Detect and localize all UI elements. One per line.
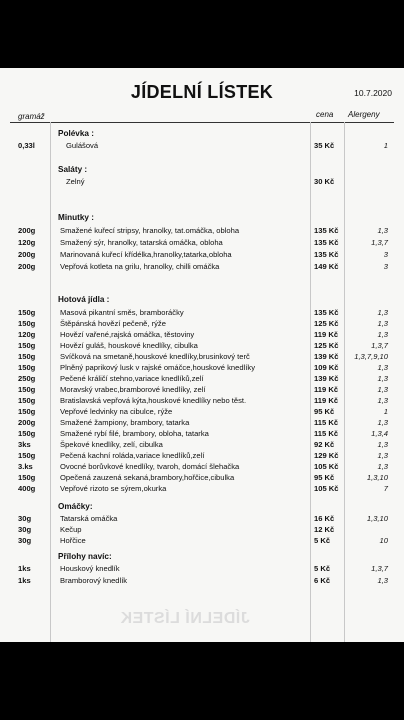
item-allergens: 1,3 xyxy=(377,308,388,317)
item-gramaz: 30g xyxy=(18,536,32,545)
item-price: 129 Kč xyxy=(314,451,339,460)
item-allergens: 1,3,7 xyxy=(371,341,388,350)
menu-item-row xyxy=(0,140,404,151)
bleed-through-text: JÍDELNÍ LÍSTEK xyxy=(120,610,250,627)
section-title: Přílohy navíc: xyxy=(58,552,112,561)
item-gramaz: 150g xyxy=(18,352,36,361)
item-name: Vepřová kotleta na grilu, hranolky, chilli omáčka xyxy=(60,262,220,271)
item-name: Opečená zauzená sekaná,brambory,hořčice,cibulka xyxy=(60,473,235,482)
item-price: 149 Kč xyxy=(314,262,339,271)
item-allergens: 3 xyxy=(383,262,388,271)
menu-item-row xyxy=(0,373,404,384)
item-gramaz: 200g xyxy=(18,418,36,427)
menu-item-row xyxy=(0,524,404,535)
section-heading xyxy=(0,551,404,562)
menu-item-row xyxy=(0,362,404,373)
item-gramaz: 1ks xyxy=(18,564,31,573)
item-name: Gulášová xyxy=(66,141,99,150)
item-name: Kečup xyxy=(60,525,82,534)
section-title: Hotová jídla : xyxy=(58,295,110,304)
item-name: Pečené králičí stehno,variace knedlíků,zelí xyxy=(60,374,204,383)
item-allergens: 3 xyxy=(383,250,388,259)
item-gramaz: 400g xyxy=(18,484,36,493)
item-price: 30 Kč xyxy=(314,177,335,186)
section-title: Saláty : xyxy=(58,165,88,174)
item-name: Ovocné borůvkové knedlíky, tvaroh, domácí šlehačka xyxy=(60,462,240,471)
menu-item-row xyxy=(0,237,404,248)
item-name: Bratislavská vepřová kýta,houskové knedlíky nebo těst. xyxy=(60,396,247,405)
item-gramaz: 30g xyxy=(18,514,32,523)
item-price: 105 Kč xyxy=(314,484,339,493)
item-allergens: 1,3 xyxy=(377,319,388,328)
item-price: 135 Kč xyxy=(314,226,339,235)
item-gramaz: 3.ks xyxy=(18,462,33,471)
item-gramaz: 150g xyxy=(18,385,36,394)
item-name: Moravský vrabec,bramborové knedlíky, zelí xyxy=(60,385,206,394)
item-allergens: 1,3 xyxy=(377,385,388,394)
menu-item-row xyxy=(0,176,404,187)
menu-item-row xyxy=(0,417,404,428)
column-header-cena: cena xyxy=(316,110,334,119)
item-name: Smažené rybí filé, brambory, obloha, tatarka xyxy=(60,429,209,438)
item-gramaz: 150g xyxy=(18,319,36,328)
item-allergens: 1,3 xyxy=(377,374,388,383)
item-allergens: 1,3,7,9,10 xyxy=(354,352,388,361)
menu-item-row xyxy=(0,575,404,586)
section-heading xyxy=(0,164,404,175)
menu-item-row xyxy=(0,395,404,406)
item-price: 135 Kč xyxy=(314,238,339,247)
item-allergens: 1,3 xyxy=(377,330,388,339)
menu-item-row xyxy=(0,249,404,260)
item-price: 95 Kč xyxy=(314,473,335,482)
item-name: Houskový knedlík xyxy=(60,564,120,573)
item-price: 139 Kč xyxy=(314,374,339,383)
item-gramaz: 200g xyxy=(18,262,36,271)
menu-item-row xyxy=(0,563,404,574)
column-header-alergeny: Alergeny xyxy=(348,110,380,119)
item-gramaz: 150g xyxy=(18,396,36,405)
item-price: 35 Kč xyxy=(314,141,335,150)
section-heading xyxy=(0,128,404,139)
item-name: Smažené žampiony, brambory, tatarka xyxy=(60,418,190,427)
header-divider xyxy=(10,122,394,123)
item-price: 95 Kč xyxy=(314,407,335,416)
item-name: Svíčková na smetaně,houskové knedlíky,brusinkový terč xyxy=(60,352,250,361)
item-allergens: 1,3 xyxy=(377,440,388,449)
menu-item-row xyxy=(0,428,404,439)
item-name: Bramborový knedlík xyxy=(60,576,128,585)
item-gramaz: 150g xyxy=(18,363,36,372)
item-allergens: 1,3,10 xyxy=(366,514,388,523)
item-allergens: 1 xyxy=(383,141,388,150)
item-price: 5 Kč xyxy=(314,564,331,573)
item-gramaz: 200g xyxy=(18,250,36,259)
item-allergens: 1,3 xyxy=(377,396,388,405)
item-name: Smažený sýr, hranolky, tatarská omáčka, obloha xyxy=(60,238,223,247)
item-gramaz: 3ks xyxy=(18,440,31,449)
page-title: JÍDELNÍ LÍSTEK xyxy=(130,82,274,102)
menu-item-row xyxy=(0,340,404,351)
item-gramaz: 30g xyxy=(18,525,32,534)
item-allergens: 1,3,7 xyxy=(371,564,388,573)
column-header-gramaz: gramáž xyxy=(18,112,45,121)
item-price: 119 Kč xyxy=(314,385,339,394)
menu-item-row xyxy=(0,535,404,546)
item-name: Zelný xyxy=(66,177,85,186)
menu-item-row xyxy=(0,439,404,450)
menu-item-row xyxy=(0,450,404,461)
item-allergens: 1,3 xyxy=(377,451,388,460)
item-price: 12 Kč xyxy=(314,525,335,534)
section-title: Polévka : xyxy=(58,129,94,138)
item-allergens: 1,3,4 xyxy=(371,429,388,438)
item-allergens: 1,3 xyxy=(377,462,388,471)
item-allergens: 1,3,10 xyxy=(366,473,388,482)
item-allergens: 7 xyxy=(383,484,388,493)
item-gramaz: 0,33l xyxy=(18,141,35,150)
item-allergens: 1,3 xyxy=(377,576,388,585)
item-name: Špekové knedlíky, zelí, cibulka xyxy=(60,440,163,449)
item-gramaz: 150g xyxy=(18,341,36,350)
item-gramaz: 250g xyxy=(18,374,36,383)
item-gramaz: 150g xyxy=(18,451,36,460)
item-allergens: 10 xyxy=(379,536,388,545)
item-name: Pečená kachní roláda,variace knedlíků,zelí xyxy=(60,451,205,460)
item-allergens: 1,3 xyxy=(377,418,388,427)
menu-item-row xyxy=(0,513,404,524)
item-price: 125 Kč xyxy=(314,341,339,350)
item-price: 109 Kč xyxy=(314,363,339,372)
item-gramaz: 150g xyxy=(18,308,36,317)
menu-sheet xyxy=(0,68,404,642)
item-gramaz: 1ks xyxy=(18,576,31,585)
item-gramaz: 120g xyxy=(18,238,36,247)
item-allergens: 1 xyxy=(383,407,388,416)
item-price: 135 Kč xyxy=(314,250,339,259)
item-name: Smažené kuřecí stripsy, hranolky, tat.omáčka, obloha xyxy=(60,226,240,235)
menu-item-row xyxy=(0,472,404,483)
item-name: Marinovaná kuřecí křídélka,hranolky,tatarka,obloha xyxy=(60,250,232,259)
item-price: 139 Kč xyxy=(314,352,339,361)
item-name: Hovězí guláš, houskové knedlíky, cibulka xyxy=(60,341,198,350)
item-name: Masová pikantní směs, bramboráčky xyxy=(60,308,184,317)
item-gramaz: 120g xyxy=(18,330,36,339)
menu-item-row xyxy=(0,384,404,395)
section-heading xyxy=(0,294,404,305)
item-name: Tatarská omáčka xyxy=(60,514,118,523)
menu-item-row xyxy=(0,483,404,494)
menu-item-row xyxy=(0,261,404,272)
item-price: 5 Kč xyxy=(314,536,331,545)
item-price: 135 Kč xyxy=(314,308,339,317)
menu-item-row xyxy=(0,461,404,472)
section-heading xyxy=(0,212,404,223)
item-name: Hovězí vařené,rajská omáčka, těstoviny xyxy=(60,330,195,339)
item-allergens: 1,3 xyxy=(377,226,388,235)
item-gramaz: 200g xyxy=(18,226,36,235)
item-gramaz: 150g xyxy=(18,407,36,416)
item-name: Vepřové ledvinky na cibulce, rýže xyxy=(60,407,173,416)
item-gramaz: 150g xyxy=(18,473,36,482)
item-gramaz: 150g xyxy=(18,429,36,438)
item-price: 6 Kč xyxy=(314,576,331,585)
menu-item-row xyxy=(0,307,404,318)
item-price: 119 Kč xyxy=(314,330,339,339)
item-name: Vepřové rizoto se sýrem,okurka xyxy=(60,484,167,493)
item-price: 115 Kč xyxy=(314,429,339,438)
item-name: Plněný paprikový lusk v rajské omáčce,houskové knedlíky xyxy=(60,363,255,372)
menu-item-row xyxy=(0,225,404,236)
menu-item-row xyxy=(0,406,404,417)
section-title: Minutky : xyxy=(58,213,94,222)
item-price: 105 Kč xyxy=(314,462,339,471)
item-price: 92 Kč xyxy=(314,440,335,449)
menu-item-row xyxy=(0,351,404,362)
section-heading xyxy=(0,501,404,512)
menu-date: 10.7.2020 xyxy=(354,88,392,98)
item-allergens: 1,3 xyxy=(377,363,388,372)
menu-item-row xyxy=(0,318,404,329)
item-price: 16 Kč xyxy=(314,514,335,523)
item-name: Štěpánská hovězí pečeně, rýže xyxy=(60,319,166,328)
item-allergens: 1,3,7 xyxy=(371,238,388,247)
item-price: 115 Kč xyxy=(314,418,339,427)
item-name: Hořčice xyxy=(60,536,86,545)
menu-item-row xyxy=(0,329,404,340)
item-price: 119 Kč xyxy=(314,396,339,405)
item-price: 125 Kč xyxy=(314,319,339,328)
section-title: Omáčky: xyxy=(58,502,93,511)
